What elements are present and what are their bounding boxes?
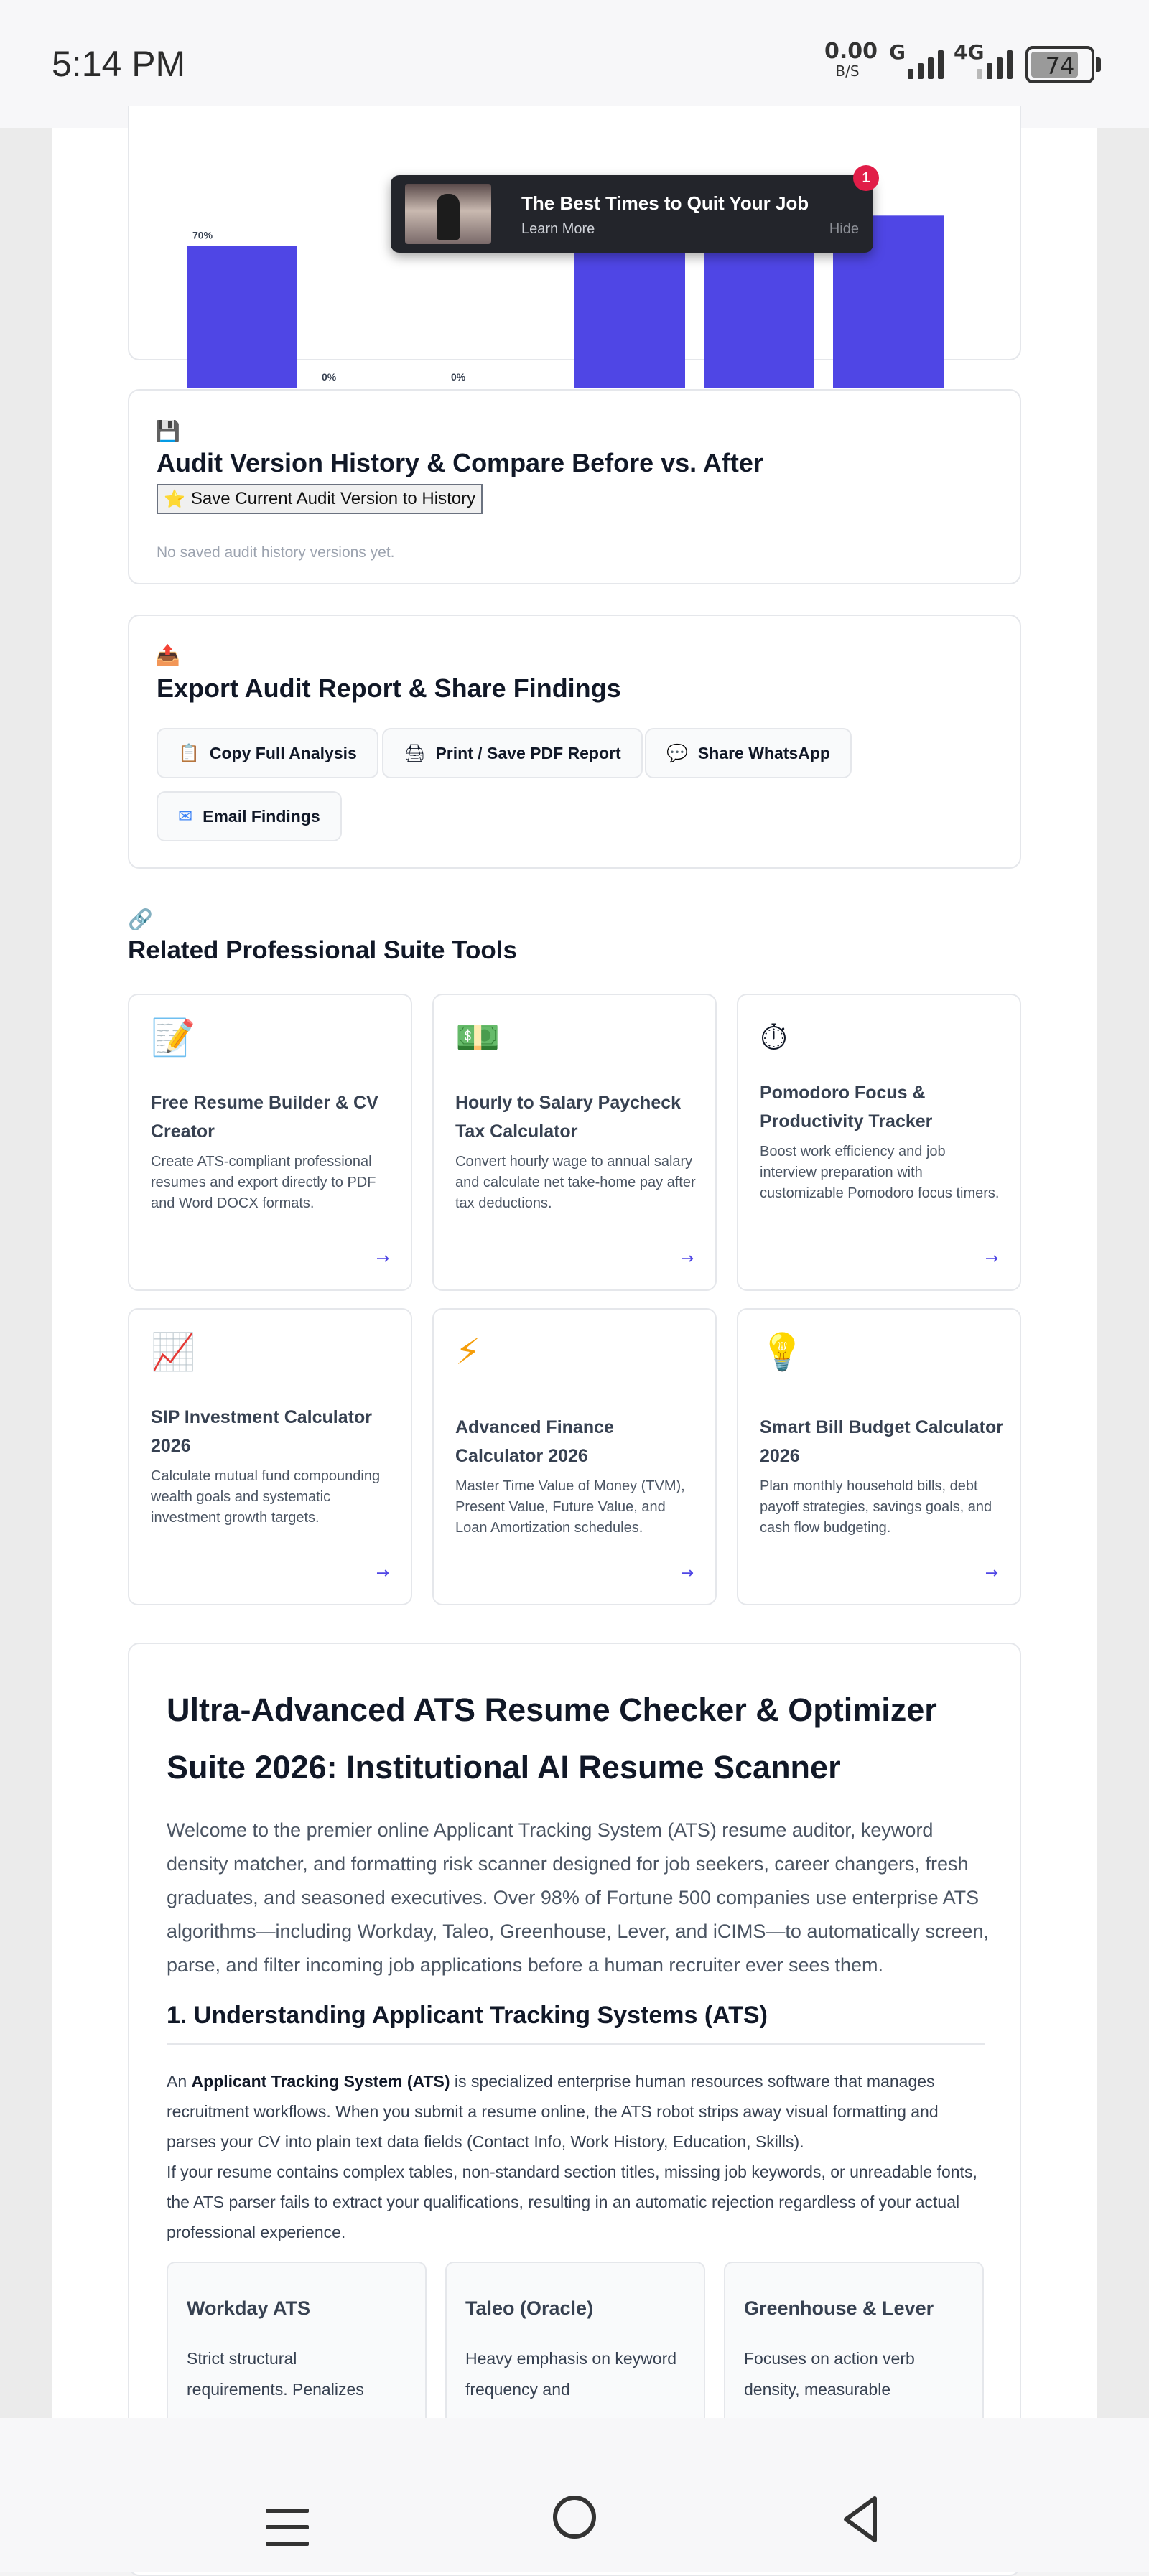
article-title: Ultra-Advanced ATS Resume Checker & Optimizer Suite 2026: Institutional AI Resume Scanner [167,1691,937,1786]
print-pdf-button[interactable] [382,728,643,778]
para-prefix: An [167,2072,192,2091]
light-bulb-icon: 💡 [760,1331,805,1373]
data-label: 70% [192,229,213,241]
history-empty-text: No saved audit history versions yet. [157,544,395,561]
network-speed [824,39,878,80]
ad-hide-button[interactable]: Hide [829,221,859,237]
stopwatch-icon: ⏱ [760,1017,788,1058]
print-pdf-label: Print / Save PDF Report [435,743,621,762]
printer-icon: 🖨 [404,743,426,763]
tool-title[interactable]: Advanced Finance Calculator 2026 [455,1417,614,1466]
related-tools-title: Related Professional Suite Tools [128,936,517,964]
para-rest: is specialized enterprise human resources software that manages recruitment workflows. When you submit a resume online, the ATS robot strips away visual formatting and parses your CV into plain text data fields (Contact Info, Work History, Education, Skills). [167,2072,939,2151]
tool-description: Calculate mutual fund compounding wealth goals and systematic investment growth targets. [151,1468,381,1526]
share-whatsapp-label: Share WhatsApp [697,743,830,762]
battery-cap [1096,57,1101,72]
page-gutter-right [1097,128,1149,2418]
chat-bubble-icon: 💬 [666,743,688,763]
network-speed-value: 0.00 [824,39,878,64]
data-label: 0% [451,371,466,383]
link-icon: 🔗 [128,907,153,931]
arrow-right-icon[interactable]: → [376,1564,389,1582]
tool-title[interactable]: Free Resume Builder & CV Creator [151,1093,378,1142]
battery-icon [1025,46,1094,83]
envelope-icon: ✉ [178,806,193,826]
signal-strength-icon [908,50,944,79]
star-icon: ⭐ [164,489,185,509]
share-whatsapp-button[interactable] [645,728,852,778]
tool-description: Plan monthly household bills, debt payoff strategies, savings goals, and cash flow budgeting. [760,1478,992,1536]
ats-card-desc: Focuses on action verb density, measurable [744,2349,915,2399]
system-nav-bar [0,2418,1149,2572]
email-findings-label: Email Findings [203,806,320,826]
ad-banner[interactable] [391,170,873,253]
tool-description: Create ATS-compliant professional resumes and export directly to PDF and Word DOCX formats. [151,1154,376,1211]
article-intro: Welcome to the premier online Applicant Tracking System (ATS) resume auditor, keyword density matcher, and formatting risk scanner designed for job seekers, career changers, fresh graduates, and seasoned executives. Over 98% of Fortune 500 companies use enterprise ATS algorithms—including Workday, Taleo, Greenhouse, Lever, and iCIMS—to automatically screen, parse, and filter incoming job applications before a human recruiter ever sees them. [167,1819,990,1976]
ats-definition-paragraph [167,2066,990,2157]
tool-card-sip-calculator[interactable] [128,1308,412,1605]
save-audit-version-button[interactable] [157,484,483,514]
ats-card-desc: Strict structural requirements. Penalizes [187,2349,364,2399]
chart-increasing-icon: 📈 [151,1331,196,1373]
ats-card-title: Greenhouse & Lever [744,2297,934,2319]
home-button[interactable] [553,2496,596,2539]
tool-card-salary-calculator[interactable] [432,994,717,1291]
copy-analysis-label: Copy Full Analysis [209,743,357,762]
network-type-label: G [889,40,906,64]
tool-card-finance-calculator[interactable] [432,1308,717,1605]
clock: 5:14 PM [52,44,186,84]
back-button[interactable] [839,2494,882,2544]
outbox-tray-icon: 📤 [155,643,180,667]
arrow-right-icon[interactable]: → [985,1564,998,1582]
data-label: 0% [322,371,337,383]
tool-card-pomodoro[interactable] [737,994,1021,1291]
arrow-right-icon[interactable]: → [680,1564,694,1582]
section-heading: 1. Understanding Applicant Tracking Systems (ATS) [167,2002,985,2045]
web-page[interactable] [52,128,1097,2418]
recent-apps-button[interactable] [266,2509,309,2558]
audit-history-card [128,389,1021,584]
copy-analysis-button[interactable] [157,728,378,778]
tool-description: Master Time Value of Money (TVM), Present Value, Future Value, and Loan Amortization schedules. [455,1478,685,1536]
banknote-icon: 💵 [455,1017,501,1058]
tool-card-resume-builder[interactable] [128,994,412,1291]
ats-card-desc: Heavy emphasis on keyword frequency and [465,2349,677,2399]
tool-title[interactable]: SIP Investment Calculator 2026 [151,1407,372,1456]
notification-badge: 1 [853,165,879,191]
tool-description: Convert hourly wage to annual salary and calculate net take-home pay after tax deductions. [455,1154,696,1211]
ats-card-title: Workday ATS [187,2297,311,2319]
tool-title[interactable]: Pomodoro Focus & Productivity Tracker [760,1083,933,1131]
export-title: Export Audit Report & Share Findings [157,673,621,703]
lightning-icon: ⚡ [455,1331,481,1373]
floppy-disk-icon: 💾 [155,419,180,443]
network-speed-unit: B/S [835,62,860,80]
ad-thumbnail[interactable] [405,184,491,244]
battery-level: 74 [1045,52,1075,80]
arrow-right-icon[interactable]: → [985,1250,998,1268]
network-4g-label: 4G [954,40,985,64]
ad-title[interactable]: The Best Times to Quit Your Job [521,192,809,214]
export-report-card [128,615,1021,869]
ats-rejection-paragraph: If your resume contains complex tables, non-standard section titles, missing job keywords, or unreadable fonts, the ATS parser fails to extract your qualifications, resulting in an automatic rejection regardless of your actual professional experience. [167,2162,977,2241]
bar-format [187,246,297,388]
memo-icon: 📝 [151,1017,196,1058]
arrow-right-icon[interactable]: → [680,1250,694,1268]
page-gutter-left [0,128,52,2418]
signal-strength-icon-2 [977,50,1013,79]
audit-history-title: Audit Version History & Compare Before vs. After [157,448,763,477]
clipboard-icon: 📋 [178,743,200,763]
ad-learn-more-link[interactable]: Learn More [521,221,595,237]
arrow-right-icon[interactable]: → [376,1250,389,1268]
tool-title[interactable]: Smart Bill Budget Calculator 2026 [760,1417,1003,1466]
save-audit-version-label: Save Current Audit Version to History [190,489,476,508]
ats-card-title: Taleo (Oracle) [465,2297,594,2319]
ats-term: Applicant Tracking System (ATS) [191,2072,450,2091]
tool-description: Boost work efficiency and job interview preparation with customizable Pomodoro focus timers. [760,1144,1000,1201]
email-findings-button[interactable] [157,791,342,841]
tool-card-budget-calculator[interactable] [737,1308,1021,1605]
tool-title[interactable]: Hourly to Salary Paycheck Tax Calculator [455,1093,682,1142]
